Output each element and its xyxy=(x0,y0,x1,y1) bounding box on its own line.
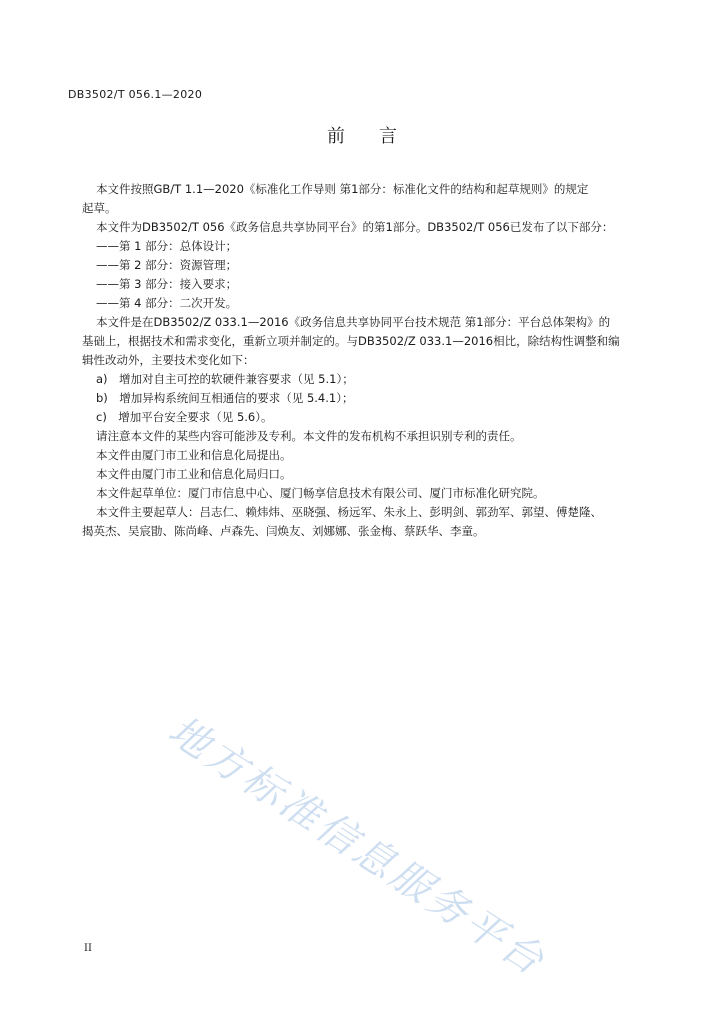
text-line: 揭英杰、吴宸勖、陈尚峰、卢森先、闫焕友、刘娜娜、张金梅、蔡跃华、李童。 xyxy=(82,524,485,538)
list-item: ——第 4 部分：二次开发。 xyxy=(96,296,238,310)
list-item: a) 增加对自主可控的软硬件兼容要求（见 5.1）； xyxy=(96,372,354,386)
list-item: c) 增加平台安全要求（见 5.6）。 xyxy=(96,410,273,424)
document-code: DB3502/T 056.1—2020 xyxy=(68,88,203,101)
text-line: 基础上，根据技术和需求变化，重新立项并制定的。与DB3502/Z 033.1—2016相比，除结构性调整和编 xyxy=(82,334,620,348)
paragraph-proposer: 本文件由厦门市工业和信息化局提出。 xyxy=(96,448,292,462)
page-title: 前言 xyxy=(327,126,431,147)
paragraph-revision-basis xyxy=(82,313,642,370)
parts-list xyxy=(82,237,642,313)
changes-list xyxy=(82,370,642,427)
watermark: 地方标准信息服务平台 xyxy=(160,707,555,986)
list-item: ——第 2 部分：资源管理； xyxy=(96,258,238,272)
list-item: ——第 1 部分：总体设计； xyxy=(96,239,238,253)
paragraph-administrator: 本文件由厦门市工业和信息化局归口。 xyxy=(96,467,292,481)
document-body xyxy=(82,180,642,541)
paragraph-drafting-rules xyxy=(82,180,642,218)
paragraph-drafting-units: 本文件起草单位：厦门市信息中心、厦门畅享信息技术有限公司、厦门市标准化研究院。 xyxy=(96,486,545,500)
list-item: ——第 3 部分：接入要求； xyxy=(96,277,238,291)
paragraph-patent-notice: 请注意本文件的某些内容可能涉及专利。本文件的发布机构不承担识别专利的责任。 xyxy=(96,429,522,443)
paragraph-drafters xyxy=(82,503,642,541)
paragraph-parts-intro: 本文件为DB3502/T 056《政务信息共享协同平台》的第1部分。DB3502/T 056已发布了以下部分： xyxy=(96,220,614,234)
text-line: 本文件是在DB3502/Z 033.1—2016《政务信息共享协同平台技术规范 第1部分：平台总体架构》的 xyxy=(96,315,611,329)
page-number: II xyxy=(84,943,92,954)
text-line: 本文件按照GB/T 1.1—2020《标准化工作导则 第1部分：标准化文件的结构和起草规则》的规定 xyxy=(96,182,589,196)
text-line: 本文件主要起草人：吕志仁、赖炜炜、巫晓强、杨远军、朱永上、彭明剑、郭劲军、郭望、傅楚隆、 xyxy=(96,505,602,519)
text-line: 辑性改动外，主要技术变化如下： xyxy=(82,353,255,367)
list-item: b) 增加异构系统间互相通信的要求（见 5.4.1）； xyxy=(96,391,354,405)
text-line: 起草。 xyxy=(82,201,117,215)
